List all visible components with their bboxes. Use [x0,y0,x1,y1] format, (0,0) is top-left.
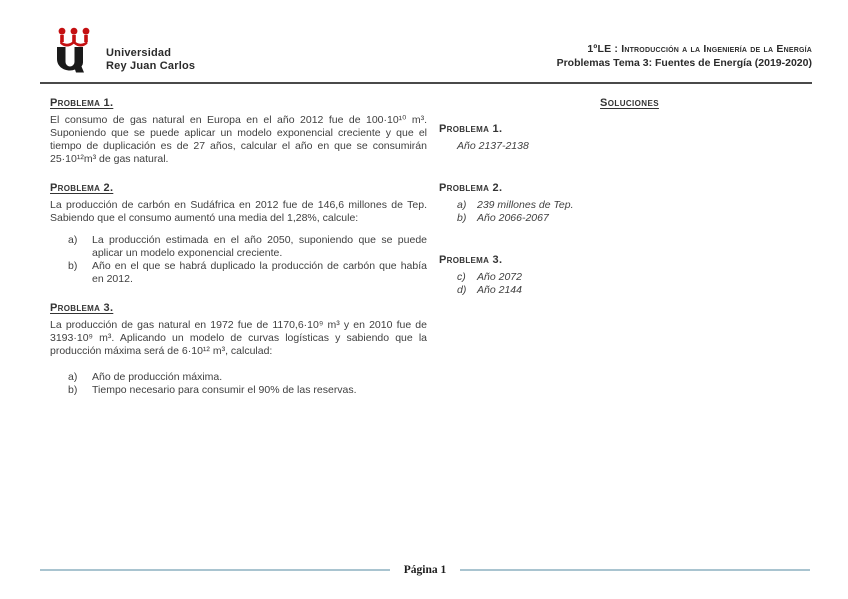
solution-marker: d) [457,284,467,296]
solution-line [439,140,820,153]
problem-2 [50,182,427,286]
solution-line [439,271,820,284]
page-header [0,0,848,75]
item-marker: a) [68,371,78,383]
solution-text: Año 2066-2067 [477,212,549,224]
item-text: Tiempo necesario para consumir el 90% de las reservas. [92,384,357,396]
solution-marker: a) [457,199,467,211]
list-item [50,371,427,384]
item-marker: b) [68,384,78,396]
footer-rule-left [40,569,390,571]
problem-1-title: Problema 1. [50,97,114,109]
list-item [50,234,427,260]
solution-block-3 [439,254,820,297]
logo-name-line1: Universidad [106,47,172,59]
solution-block-1 [439,123,820,153]
header-course-block [557,27,812,71]
item-text: Año de producción máxima. [92,371,223,383]
list-item [50,260,427,286]
solution-3-title: Problema 3. [439,254,503,266]
item-text: La producción estimada en el año 2050, suponiendo que se puede aplicar un modelo exponencial creciente. [92,234,427,259]
problem-3-list [50,371,427,397]
item-marker: a) [68,234,78,246]
content-columns [0,84,848,413]
item-marker: b) [68,260,78,272]
logo-name-line2: Rey Juan Carlos [106,60,196,72]
sheet-subtitle: Problemas Tema 3: Fuentes de Energía (2019-2020) [556,57,812,69]
solution-1-title: Problema 1. [439,123,503,135]
problem-1-body: El consumo de gas natural en Europa en el año 2012 fue de 100·10¹⁰ m³. Suponiendo que se puede aplicar un modelo exponencial creciente y que el tiempo de duplicación es de 27 años, calcular el año en que se consumirán 25·10¹²m³ de gas natural. [50,114,427,165]
solutions-title: Soluciones [600,97,659,109]
solution-text: 239 millones de Tep. [477,199,574,211]
problem-3-body: La producción de gas natural en 1972 fue de 1170,6·10⁹ m³ y en 2010 fue de 3193·10⁹ m³. Aplicando un modelo de curvas logísticas y sabiendo que la producción máxima será de 6·10¹² m³, calculad: [50,319,427,357]
problem-3 [50,302,427,397]
urjc-logo-icon [55,27,95,75]
item-text: Año en el que se habrá duplicado la producción de carbón que había en 2012. [92,260,427,285]
solution-line [439,199,820,212]
problems-column [50,97,427,413]
u-glyph [57,47,84,73]
solution-line [439,212,820,225]
solution-text: Año 2144 [477,284,522,296]
problem-2-body: La producción de carbón en Sudáfrica en 2012 fue de 146,6 millones de Tep. Sabiendo que el consumo aumentó una media del 1,28%, calcule: [50,199,427,224]
solution-block-2 [439,182,820,225]
problem-2-title: Problema 2. [50,182,114,194]
solution-2-title: Problema 2. [439,182,503,194]
list-item [50,384,427,397]
solutions-column [439,97,820,413]
urjc-logo [55,27,195,75]
problem-1 [50,97,427,166]
solution-text: Año 2072 [477,271,522,283]
problem-2-list [50,234,427,286]
problem-3-title: Problema 3. [50,302,114,314]
solution-line [439,284,820,297]
solution-marker: c) [457,271,466,283]
solution-marker: b) [457,212,467,224]
page-number: Página 1 [403,564,447,576]
logo-text [106,47,195,75]
course-title: 1ºLE : Introducción a la Ingeniería de la Energía [587,43,812,55]
footer-rule-right [460,569,810,571]
solution-text: Año 2137-2138 [457,140,529,152]
page-footer [40,564,810,576]
crown-icon [59,28,90,47]
